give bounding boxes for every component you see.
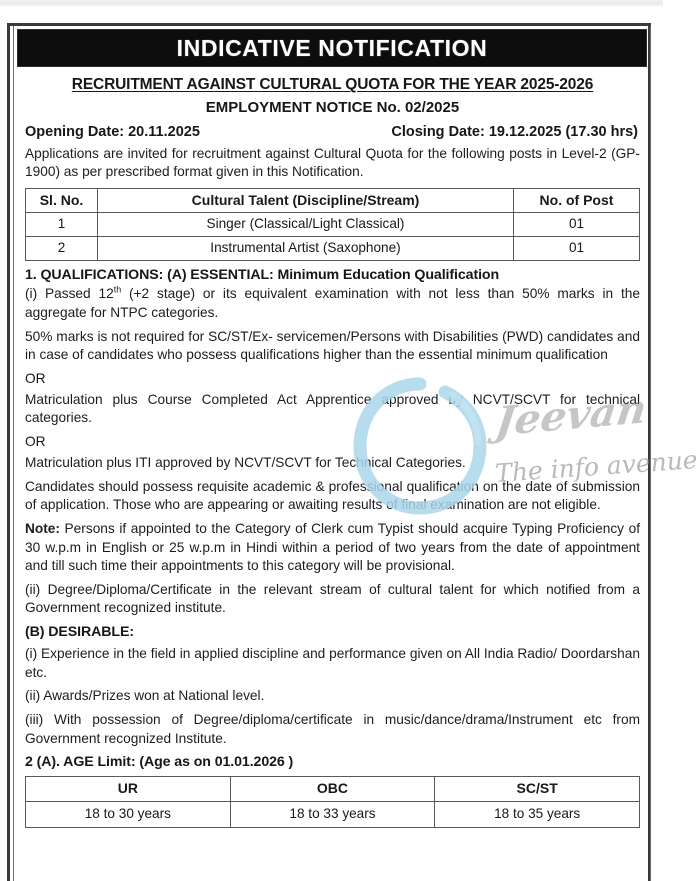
ordinal-suffix: th	[113, 284, 122, 295]
or-separator-2: OR	[25, 434, 46, 450]
age-limit-heading: 2 (A). AGE Limit: (Age as on 01.01.2026 )	[25, 754, 294, 771]
page-title-text: RECRUITMENT AGAINST CULTURAL QUOTA FOR THE YEAR 2025-2026	[71, 76, 594, 93]
col-header-sl-no: Sl. No.	[26, 188, 98, 213]
typing-proficiency-note	[25, 520, 640, 576]
watermark-signature-text: Jeevan	[492, 385, 650, 446]
cell-age-sc-st: 18 to 35 years	[435, 801, 640, 827]
qualification-alternative-1: Matriculation plus Course Completed Act Apprentice approved by NCVT/SCVT for technical categories.	[25, 391, 640, 426]
watermark-tagline-text: The info avenue	[494, 444, 698, 489]
col-header-obc: OBC	[230, 777, 435, 802]
table-row	[26, 213, 640, 237]
cell-cultural-talent: Instrumental Artist (Saxophone)	[98, 237, 514, 261]
cell-sl-no: 1	[26, 213, 98, 237]
notice-body	[14, 76, 650, 828]
or-separator-1: OR	[25, 370, 46, 386]
posts-table	[25, 188, 640, 261]
notification-banner	[17, 29, 647, 67]
table-header-row	[26, 188, 640, 213]
intro-paragraph: Applications are invited for recruitment against Cultural Quota for the following posts in Level-2 (GP-1900) as per prescribed format given in this Notification.	[25, 145, 640, 180]
opening-date: Opening Date: 20.11.2025	[25, 123, 200, 140]
qualifications-heading: 1. QUALIFICATIONS: (A) ESSENTIAL: Minimum Education Qualification	[25, 267, 500, 284]
table-header-row	[26, 777, 640, 802]
age-limit-table	[25, 776, 640, 827]
notice-outer-frame	[7, 23, 651, 881]
cell-age-obc: 18 to 33 years	[230, 801, 435, 827]
employment-notice-number: EMPLOYMENT NOTICE No. 02/2025	[205, 98, 460, 116]
table-row	[26, 801, 640, 827]
qualification-item-ii: (ii) Degree/Diploma/Certificate in the relevant stream of cultural talent for which notified from a Government recognized institute.	[25, 581, 640, 616]
col-header-sc-st: SC/ST	[435, 777, 640, 802]
scan-top-edge	[0, 0, 663, 7]
page-title	[25, 76, 640, 95]
note-label: Note:	[25, 520, 60, 536]
note-text: Persons if appointed to the Category of Clerk cum Typist should acquire Typing Proficiency of 30 w.p.m in English or 25 w.p.m in Hindi within a period of two years from the date of appointment and till such time their appointments to this category will be provisional.	[25, 520, 640, 574]
dates-row	[25, 124, 640, 140]
table-row	[26, 237, 640, 261]
cell-sl-no: 2	[26, 237, 98, 261]
cell-no-of-post: 01	[514, 237, 640, 261]
cell-cultural-talent: Singer (Classical/Light Classical)	[98, 213, 514, 237]
qualification-item-i	[25, 285, 640, 322]
desirable-item-i: (i) Experience in the field in applied discipline and performance given on All India Radio/ Doordarshan etc.	[25, 646, 640, 680]
document-page	[0, 7, 663, 878]
qualification-item-i-post: (+2 stage) or its equivalent examination with not less than 50% marks in the aggregate for NTPC categories.	[25, 286, 640, 320]
col-header-cultural-talent: Cultural Talent (Discipline/Stream)	[98, 188, 514, 213]
cell-no-of-post: 01	[514, 213, 640, 237]
qualification-relaxation: 50% marks is not required for SC/ST/Ex- servicemen/Persons with Disabilities (PWD) candidates and in case of candidates who possess qualifications higher than the essential minimum qualification	[25, 328, 640, 363]
banner-title: INDICATIVE NOTIFICATION	[176, 34, 488, 61]
closing-date: Closing Date: 19.12.2025 (17.30 hrs)	[391, 123, 638, 140]
desirable-heading: (B) DESIRABLE:	[25, 624, 134, 641]
notice-inner-frame	[13, 26, 651, 881]
desirable-item-iii: (iii) With possession of Degree/diploma/certificate in music/dance/drama/Instrument etc from Government recognized Institute.	[25, 711, 640, 746]
desirable-item-ii: (ii) Awards/Prizes won at National level.	[25, 688, 265, 704]
col-header-ur: UR	[26, 777, 231, 802]
qualification-possession-clause: Candidates should possess requisite academic & professional qualification on the date of submission of application. Those who are appearing or awaiting results of final examination are not eligible.	[25, 478, 640, 513]
qualification-alternative-2: Matriculation plus ITI approved by NCVT/SCVT for Technical Categories.	[25, 455, 466, 471]
qualification-item-i-pre: (i) Passed 12	[25, 286, 114, 302]
col-header-no-of-post: No. of Post	[514, 188, 640, 213]
cell-age-ur: 18 to 30 years	[26, 801, 231, 827]
